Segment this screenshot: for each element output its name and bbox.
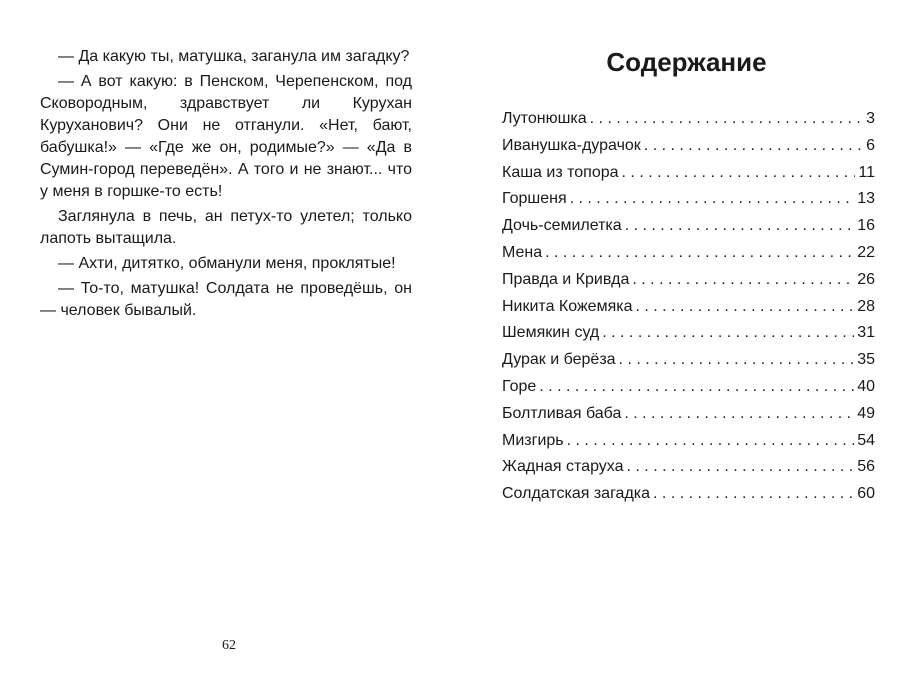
dot-leader [619,349,855,371]
toc-entry-page: 49 [857,404,875,422]
toc-entry-label: Шемякин суд [502,324,600,342]
toc-entry[interactable] [502,349,875,376]
page-number: 62 [222,638,236,653]
toc-entry[interactable] [502,483,875,510]
dot-leader [590,108,863,130]
story-paragraph: — А вот какую: в Пенском, Черепенском, под Сковородным, здравствует ли Курухан Куруханович? Они не отганули. «Нет, бают, бабушка!» — «Где же он, родимые?» — «Да в Сумин-город переведён». А того и не знают... что у меня в горшке-то есть! [40,73,412,200]
toc-entry[interactable] [502,322,875,349]
dot-leader [635,296,854,318]
dot-leader [627,456,855,478]
dot-leader [602,322,854,344]
toc-entry-page: 26 [857,270,875,288]
toc-entry-page: 40 [857,377,875,395]
toc-entry-label: Мизгирь [502,431,564,449]
toc-entry-label: Жадная старуха [502,458,624,476]
toc-entry[interactable] [502,135,875,162]
toc-entry[interactable] [502,403,875,430]
toc-entry[interactable] [502,242,875,269]
toc-entry-label: Каша из топора [502,163,619,181]
toc-entry-label: Лутонюшка [502,110,587,127]
story-paragraph: — То-то, матушка! Солдата не проведёшь, он — человек бывалый. [40,280,412,319]
dot-leader [625,215,855,237]
toc-entry-page: 3 [866,110,875,127]
toc-entry-label: Иванушка-дурачок [502,136,641,154]
story-text [40,46,412,325]
toc-entry-label: Дурак и берёза [502,351,616,369]
toc-entry[interactable] [502,456,875,483]
dot-leader [539,376,854,398]
toc-entry[interactable] [502,376,875,403]
toc-entry-label: Никита Кожемяка [502,297,633,315]
toc-entry-page: 11 [858,163,875,181]
dot-leader [632,269,854,291]
toc-entry-page: 60 [857,485,875,503]
toc-entry-page: 16 [857,217,875,235]
toc-entry-page: 31 [857,324,875,342]
dot-leader [570,188,855,210]
toc-entry[interactable] [502,430,875,457]
toc-entry-label: Дочь-семилетка [502,217,622,235]
table-of-contents [502,108,875,510]
toc-entry-label: Солдатская загадка [502,485,651,503]
toc-entry[interactable] [502,296,875,323]
toc-entry-page: 54 [857,431,875,449]
toc-entry[interactable] [502,215,875,242]
dot-leader [567,430,855,452]
toc-entry[interactable] [502,162,875,189]
toc-entry-page: 13 [857,190,875,208]
toc-entry-page: 35 [857,351,875,369]
toc-entry-label: Горе [502,377,537,395]
toc-title: Содержание [606,47,767,77]
right-page [458,0,915,676]
toc-entry[interactable] [502,188,875,215]
story-paragraph: Заглянула в печь, ан петух-то улетел; только лапоть вытащила. [40,208,412,247]
toc-entry-page: 6 [866,136,875,154]
dot-leader [653,483,854,505]
toc-entry-label: Мена [502,243,543,261]
toc-entry[interactable] [502,269,875,296]
story-paragraph: — Да какую ты, матушка, заганула им загадку? [58,48,410,65]
toc-entry-page: 28 [857,297,875,315]
dot-leader [644,135,863,157]
toc-entry-label: Болтливая баба [502,404,622,422]
toc-entry-label: Горшеня [502,190,567,208]
dot-leader [622,162,856,184]
toc-entry-label: Правда и Кривда [502,270,630,288]
toc-entry-page: 56 [857,458,875,476]
toc-entry[interactable] [502,108,875,135]
toc-entry-page: 22 [857,243,875,261]
story-paragraph: — Ахти, дитятко, обманули меня, проклятые! [58,255,396,272]
dot-leader [545,242,854,264]
dot-leader [624,403,854,425]
